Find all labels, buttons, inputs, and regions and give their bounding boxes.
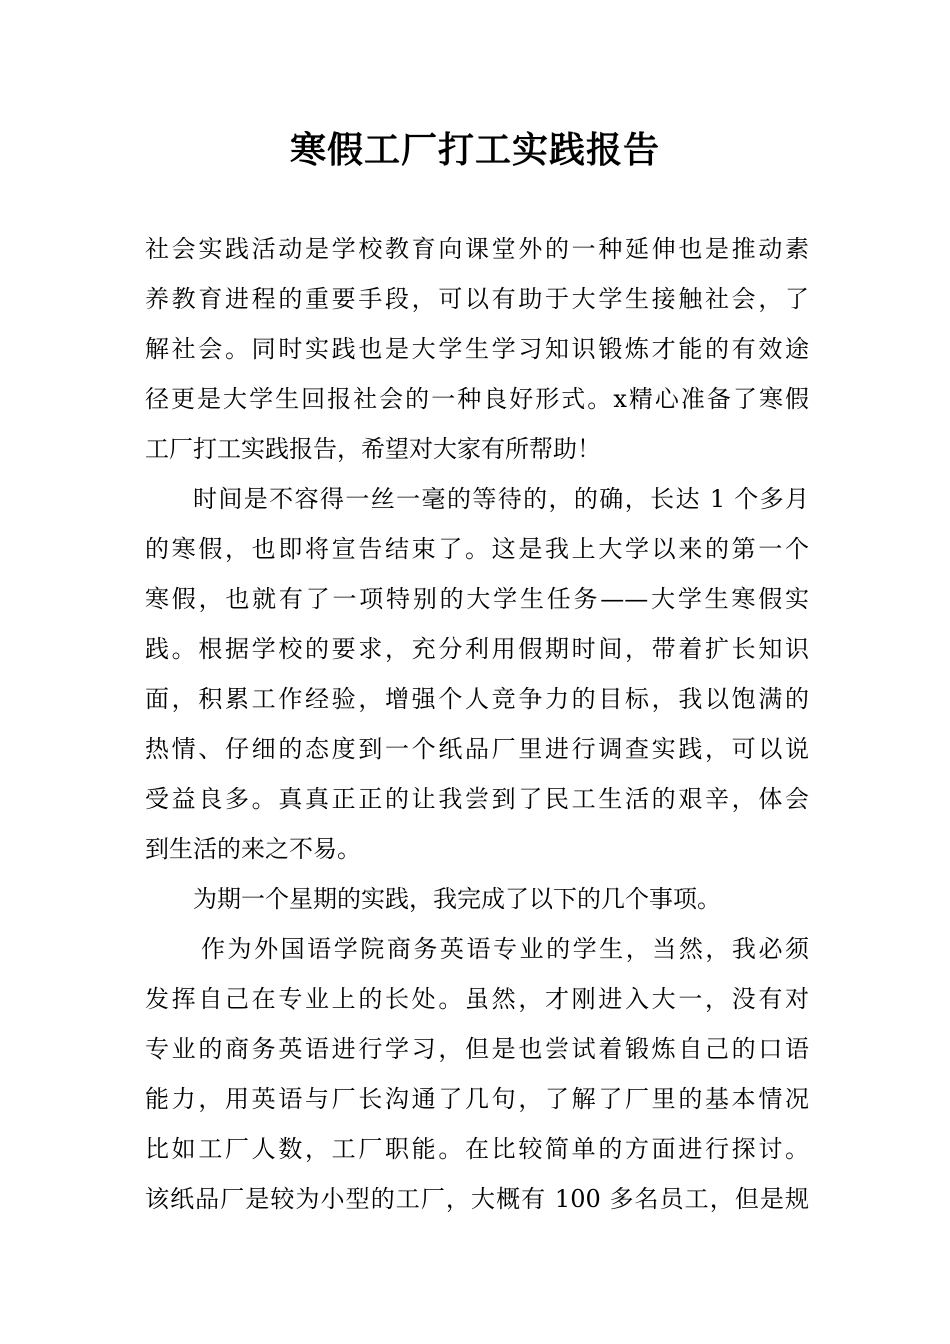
paragraph-line: 解社会。同时实践也是大学生学习知识锻炼才能的有效途 (145, 335, 809, 363)
paragraph-line: 受益良多。真真正正的让我尝到了民工生活的艰辛，体会 (145, 785, 809, 813)
paragraph-line: 径更是大学生回报社会的一种良好形式。x精心准备了寒假 (145, 385, 809, 413)
paragraph-line: 为期一个星期的实践，我完成了以下的几个事项。 (193, 885, 721, 913)
paragraph-line: 发挥自己在专业上的长处。虽然，才刚进入大一，没有对 (145, 985, 809, 1013)
paragraph-line: 专业的商务英语进行学习，但是也尝试着锻炼自己的口语 (145, 1035, 809, 1063)
paragraph-line: 的寒假，也即将宣告结束了。这是我上大学以来的第一个 (145, 535, 809, 563)
paragraph-line: 社会实践活动是学校教育向课堂外的一种延伸也是推动素 (145, 235, 809, 263)
document-body (145, 224, 809, 1224)
paragraph-line: 到生活的来之不易。 (145, 835, 361, 863)
paragraph-line: 寒假，也就有了一项特别的大学生任务——大学生寒假实 (145, 585, 809, 613)
paragraph-line: 能力，用英语与厂长沟通了几句，了解了厂里的基本情况 (145, 1085, 809, 1113)
paragraph-line: 热情、仔细的态度到一个纸品厂里进行调查实践，可以说 (145, 735, 809, 763)
paragraph-line: 面，积累工作经验，增强个人竞争力的目标，我以饱满的 (145, 685, 809, 713)
paragraph-line: 该纸品厂是较为小型的工厂，大概有 100 多名员工，但是规 (145, 1185, 809, 1213)
paragraph-line: 作为外国语学院商务英语专业的学生，当然，我必须 (201, 935, 809, 963)
paragraph-line: 养教育进程的重要手段，可以有助于大学生接触社会，了 (145, 285, 809, 313)
paragraph-line: 时间是不容得一丝一毫的等待的，的确，长达 1 个多月 (193, 485, 809, 513)
document-title: 寒假工厂打工实践报告 (289, 130, 660, 171)
paragraph-line: 践。根据学校的要求，充分利用假期时间，带着扩长知识 (145, 635, 809, 663)
paragraph-line: 工厂打工实践报告，希望对大家有所帮助！ (145, 435, 601, 463)
paragraph-line: 比如工厂人数，工厂职能。在比较简单的方面进行探讨。 (145, 1135, 809, 1163)
